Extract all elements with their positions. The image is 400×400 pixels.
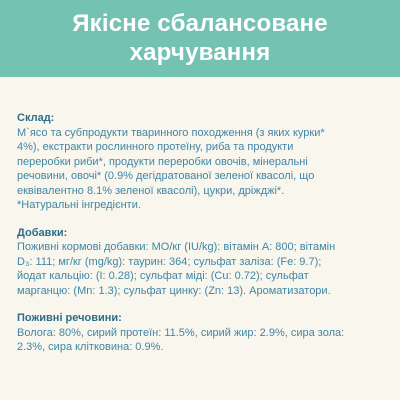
product-info xyxy=(17,111,387,355)
title-line-2: харчування xyxy=(129,39,271,66)
nutrients-text: Волога: 80%, сирий протеїн: 11.5%, сирий жир: 2.9%, сира зола: 2.3%, сира клітковина: 0.9%. xyxy=(17,326,345,353)
title-line-1: Якісне сбалансоване xyxy=(72,10,328,37)
composition-section xyxy=(17,111,387,213)
header-banner xyxy=(0,0,400,77)
additives-heading: Добавки: xyxy=(17,226,68,239)
composition-text: М`ясо та субпродукти тваринного походження (з яких курки* 4%), екстракти рослинного протеїну, риба та продукти переробки риби*, продукти переробки овочів, мінеральні речовини, овочі* (0.9% дегідратованої зеленої квасолі, що еквівалентно 8.1% зеленої квасолі), цукри, дріжджі*. *Натуральні інгредієнти. xyxy=(17,126,325,211)
composition-heading: Склад: xyxy=(17,112,55,124)
additives-section xyxy=(17,226,387,299)
page-title xyxy=(0,9,400,67)
additives-text: Поживні кормові добавки: МО/кг (IU/kg): вітамін А: 800; вітамін D₃: 111; мг/кг (mg/kg): таурин: 364; сульфат заліза: (Fe: 9.7); йодат кальцію: (I: 0.28); сульфат міді: (Cu: 0.72); сульфат марганцю: (Mn: 1.3); сульфат цинку: (Zn: 13). Ароматизатори. xyxy=(17,241,336,297)
nutrients-heading: Поживні речовини: xyxy=(17,312,122,324)
nutrients-section xyxy=(17,311,387,355)
